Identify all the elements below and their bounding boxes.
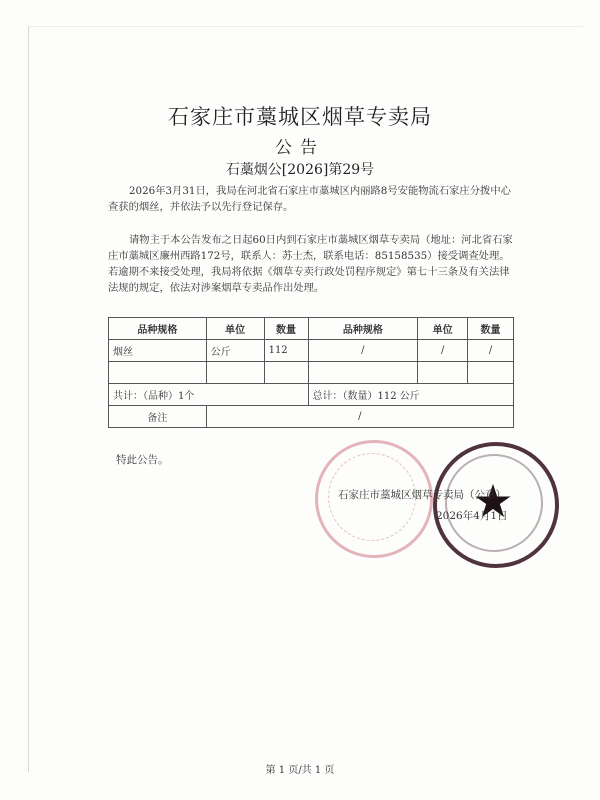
table-total-row (109, 384, 514, 406)
table-row (109, 340, 514, 362)
table-cell (308, 362, 418, 384)
total-quantity: 总计：（数量）112 公斤 (308, 384, 513, 406)
table-cell (468, 362, 514, 384)
table-cell (206, 362, 264, 384)
document-subtitle: 公告 (275, 138, 325, 158)
total-kinds: 共计：（品种）1个 (109, 384, 309, 406)
table-cell: 112 (264, 340, 308, 362)
table-cell: / (308, 340, 418, 362)
table-cell: 烟丝 (109, 340, 207, 362)
table-cell: / (418, 340, 468, 362)
header-cell: 品种规格 (109, 318, 207, 340)
header-cell: 单位 (418, 318, 468, 340)
table-cell (264, 362, 308, 384)
table-header-row (109, 318, 514, 340)
header-cell: 单位 (206, 318, 264, 340)
remark-label: 备注 (109, 406, 207, 428)
closing-text: 特此公告。 (116, 454, 169, 466)
table-cell: / (468, 340, 514, 362)
official-seal (433, 442, 559, 568)
table-remark-row (109, 406, 514, 428)
document-number: 石藁烟公[2026]第29号 (225, 162, 375, 178)
header-cell: 数量 (264, 318, 308, 340)
signature-date: 2026年4月1日 (436, 510, 508, 522)
paragraph-seizure: 2026年3月31日，我局在河北省石家庄市藁城区内丽路8号安能物流石家庄分拨中心查获的烟丝，并依法予以先行登记保存。 (108, 185, 511, 213)
paragraph-instructions: 请物主于本公告发布之日起60日内到石家庄市藁城区烟草专卖局（地址：河北省石家庄市藁城区廉州西路172号，联系人：苏士杰，联系电话：85158535）接受调查处理。若逾期不来接受处理，我局将依据《烟草专卖行政处罚程序规定》第七十三条及有关法律法规的规定，依法对涉案烟草专卖品作出处理。 (108, 234, 513, 294)
header-cell: 数量 (468, 318, 514, 340)
remark-value: / (206, 406, 513, 428)
table-cell (109, 362, 207, 384)
document-title: 石家庄市藁城区烟草专卖局 (168, 105, 432, 129)
table-cell: 公斤 (206, 340, 264, 362)
table-cell (418, 362, 468, 384)
header-cell: 品种规格 (308, 318, 418, 340)
items-table (108, 317, 514, 428)
page-footer: 第 1 页/共 1 页 (265, 765, 335, 776)
signature-org: 石家庄市藁城区烟草专卖局（公章） (338, 489, 506, 501)
table-row (109, 362, 514, 384)
